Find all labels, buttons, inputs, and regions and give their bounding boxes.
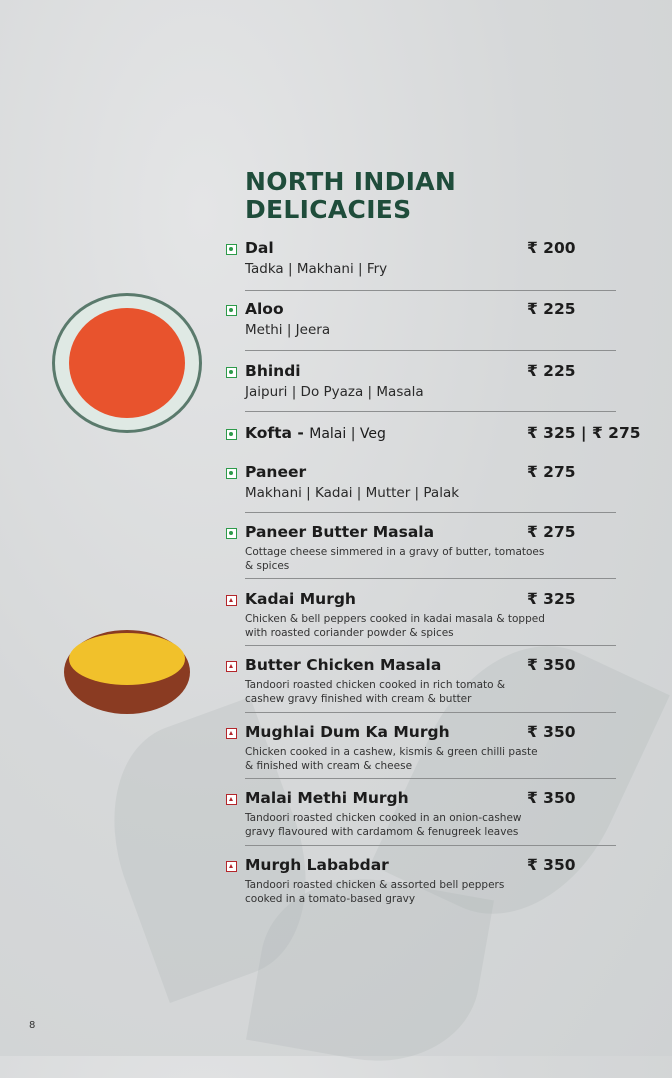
nonveg-indicator-icon <box>226 661 237 672</box>
item-name-text: Mughlai Dum Ka Murgh <box>245 723 450 741</box>
item-name-text: Aloo <box>245 300 284 318</box>
item-name-text: Paneer Butter Masala <box>245 523 435 541</box>
item-price: ₹ 350 <box>527 656 576 674</box>
item-options: Tadka | Makhani | Fry <box>245 261 388 277</box>
item-name-text: Murgh Lababdar <box>245 856 389 874</box>
item-price: ₹ 325 <box>527 590 576 608</box>
divider <box>245 778 616 779</box>
divider <box>245 411 616 412</box>
item-name <box>245 723 450 741</box>
veg-indicator-icon <box>226 367 237 378</box>
item-description: Cottage cheese simmered in a gravy of butter, tomatoes & spices <box>245 546 545 572</box>
item-name <box>245 523 434 541</box>
page-number: 8 <box>29 1020 36 1031</box>
item-price: ₹ 200 <box>527 239 576 257</box>
item-price: ₹ 350 <box>527 789 576 807</box>
item-name <box>245 362 301 380</box>
nonveg-indicator-icon <box>226 595 237 606</box>
nonveg-indicator-icon <box>226 861 237 872</box>
divider <box>245 712 616 713</box>
item-name <box>245 656 441 674</box>
nonveg-indicator-icon <box>226 728 237 739</box>
item-options: Jaipuri | Do Pyaza | Masala <box>245 384 424 400</box>
divider <box>245 578 616 579</box>
item-description: Tandoori roasted chicken cooked in rich tomato & cashew gravy finished with cream & butter <box>245 679 506 705</box>
item-description: Chicken cooked in a cashew, kismis & green chilli paste & finished with cream & cheese <box>245 746 538 772</box>
title-line-2: DELICACIES <box>245 195 412 224</box>
item-name-text: Dal <box>245 239 274 257</box>
veg-indicator-icon <box>226 528 237 539</box>
veg-indicator-icon <box>226 429 237 440</box>
item-name <box>245 239 274 257</box>
divider <box>245 290 616 291</box>
title-line-1: NORTH INDIAN <box>245 167 457 196</box>
item-price: ₹ 225 <box>527 300 576 318</box>
item-name-text: Paneer <box>245 463 307 481</box>
item-price: ₹ 350 <box>527 856 576 874</box>
item-name <box>245 300 284 318</box>
dal-bowl-illustration <box>64 630 190 714</box>
item-options: Methi | Jeera <box>245 322 331 338</box>
item-price: ₹ 350 <box>527 723 576 741</box>
item-price: ₹ 225 <box>527 362 576 380</box>
divider <box>245 350 616 351</box>
veg-indicator-icon <box>226 468 237 479</box>
item-description: Tandoori roasted chicken & assorted bell peppers cooked in a tomato-based gravy <box>245 879 505 905</box>
item-options: Malai | Veg <box>309 426 386 442</box>
item-price: ₹ 275 <box>527 463 576 481</box>
divider <box>245 645 616 646</box>
curry-bowl-illustration <box>52 293 202 433</box>
item-name-text: Bhindi <box>245 362 301 380</box>
item-name-text: Kadai Murgh <box>245 590 356 608</box>
item-name <box>245 789 409 807</box>
item-name-text: Malai Methi Murgh <box>245 789 409 807</box>
item-description: Chicken & bell peppers cooked in kadai masala & topped with roasted coriander powder & spices <box>245 613 545 639</box>
item-name-text: Kofta - <box>245 424 304 442</box>
veg-indicator-icon <box>226 244 237 255</box>
item-options: Makhani | Kadai | Mutter | Palak <box>245 485 460 501</box>
item-name <box>245 856 389 874</box>
item-price: ₹ 275 <box>527 523 576 541</box>
item-description: Tandoori roasted chicken cooked in an onion-cashew gravy flavoured with cardamom & fenugreek leaves <box>245 812 522 838</box>
item-name <box>245 424 386 442</box>
divider <box>245 512 616 513</box>
veg-indicator-icon <box>226 305 237 316</box>
item-name-text: Butter Chicken Masala <box>245 656 442 674</box>
item-name <box>245 463 306 481</box>
item-name <box>245 590 356 608</box>
page-title <box>245 168 456 224</box>
divider <box>245 845 616 846</box>
nonveg-indicator-icon <box>226 794 237 805</box>
item-price: ₹ 325 | ₹ 275 <box>527 424 641 442</box>
